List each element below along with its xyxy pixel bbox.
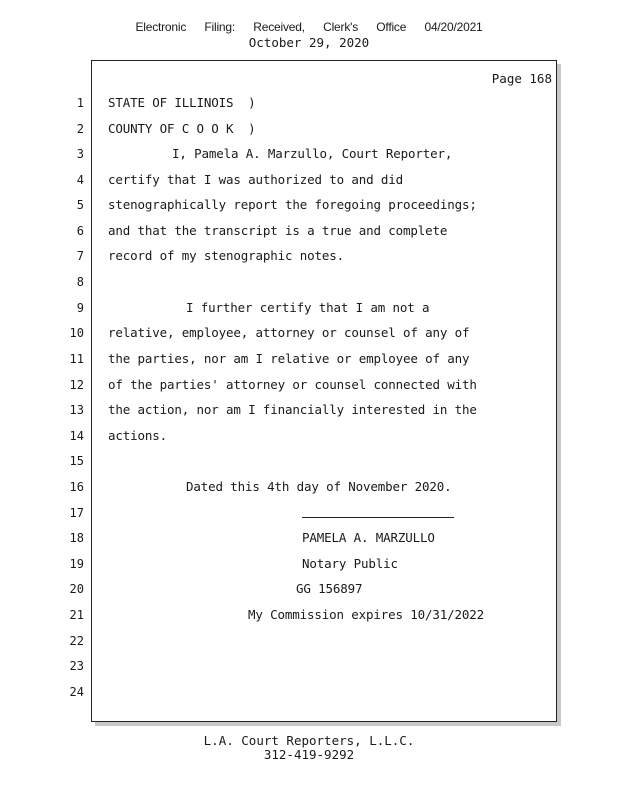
line-number: 9 <box>76 301 84 315</box>
line-number: 15 <box>69 454 84 468</box>
line-number: 1 <box>76 96 84 110</box>
line-number: 14 <box>69 429 84 443</box>
line-number: 17 <box>69 506 84 520</box>
transcript-line: record of my stenographic notes. <box>108 248 345 263</box>
line-number: 10 <box>69 326 84 340</box>
line-number: 4 <box>76 173 84 187</box>
transcript-line: and that the transcript is a true and complete <box>108 223 448 238</box>
transcript-line: Dated this 4th day of November 2020. <box>186 479 452 494</box>
header-date: October 29, 2020 <box>248 35 370 50</box>
line-number: 21 <box>69 608 84 622</box>
line-number: 5 <box>76 198 84 212</box>
footer-phone: 312-419-9292 <box>263 747 355 762</box>
transcript-line: the parties, nor am I relative or employee of any <box>108 351 470 366</box>
line-number: 8 <box>76 275 84 289</box>
line-number: 22 <box>69 634 84 648</box>
transcript-line: actions. <box>108 428 168 443</box>
line-number: 13 <box>69 403 84 417</box>
line-number: 7 <box>76 249 84 263</box>
line-number: 3 <box>76 147 84 161</box>
line-number: 11 <box>69 352 84 366</box>
transcript-line: STATE OF ILLINOIS ) <box>108 95 256 110</box>
transcript-line: COUNTY OF C O O K ) <box>108 121 256 136</box>
line-number: 18 <box>69 531 84 545</box>
line-number: 12 <box>69 378 84 392</box>
transcript-line: stenographically report the foregoing proceedings; <box>108 197 477 212</box>
line-number: 16 <box>69 480 84 494</box>
line-number: 20 <box>69 582 84 596</box>
transcript-line: certify that I was authorized to and did <box>108 172 404 187</box>
page-number-label: Page 168 <box>491 71 552 86</box>
filing-stamp: Electronic Filing: Received, Clerk's Office 04/20/2021 <box>135 20 483 34</box>
line-number: 24 <box>69 685 84 699</box>
transcript-line: I, Pamela A. Marzullo, Court Reporter, <box>172 146 453 161</box>
transcript-line: of the parties' attorney or counsel connected with <box>108 377 477 392</box>
commission-expiry: My Commission expires 10/31/2022 <box>248 607 485 622</box>
transcript-line: relative, employee, attorney or counsel of any of <box>108 325 470 340</box>
signer-title: Notary Public <box>302 556 398 571</box>
transcript-line: the action, nor am I financially interested in the <box>108 402 477 417</box>
transcript-line: I further certify that I am not a <box>186 300 430 315</box>
signature-line <box>302 517 454 518</box>
line-number: 2 <box>76 122 84 136</box>
signer-name: PAMELA A. MARZULLO <box>302 530 435 545</box>
line-number: 19 <box>69 557 84 571</box>
line-number: 6 <box>76 224 84 238</box>
line-number: 23 <box>69 659 84 673</box>
commission-number: GG 156897 <box>296 581 363 596</box>
footer-company: L.A. Court Reporters, L.L.C. <box>203 733 415 748</box>
